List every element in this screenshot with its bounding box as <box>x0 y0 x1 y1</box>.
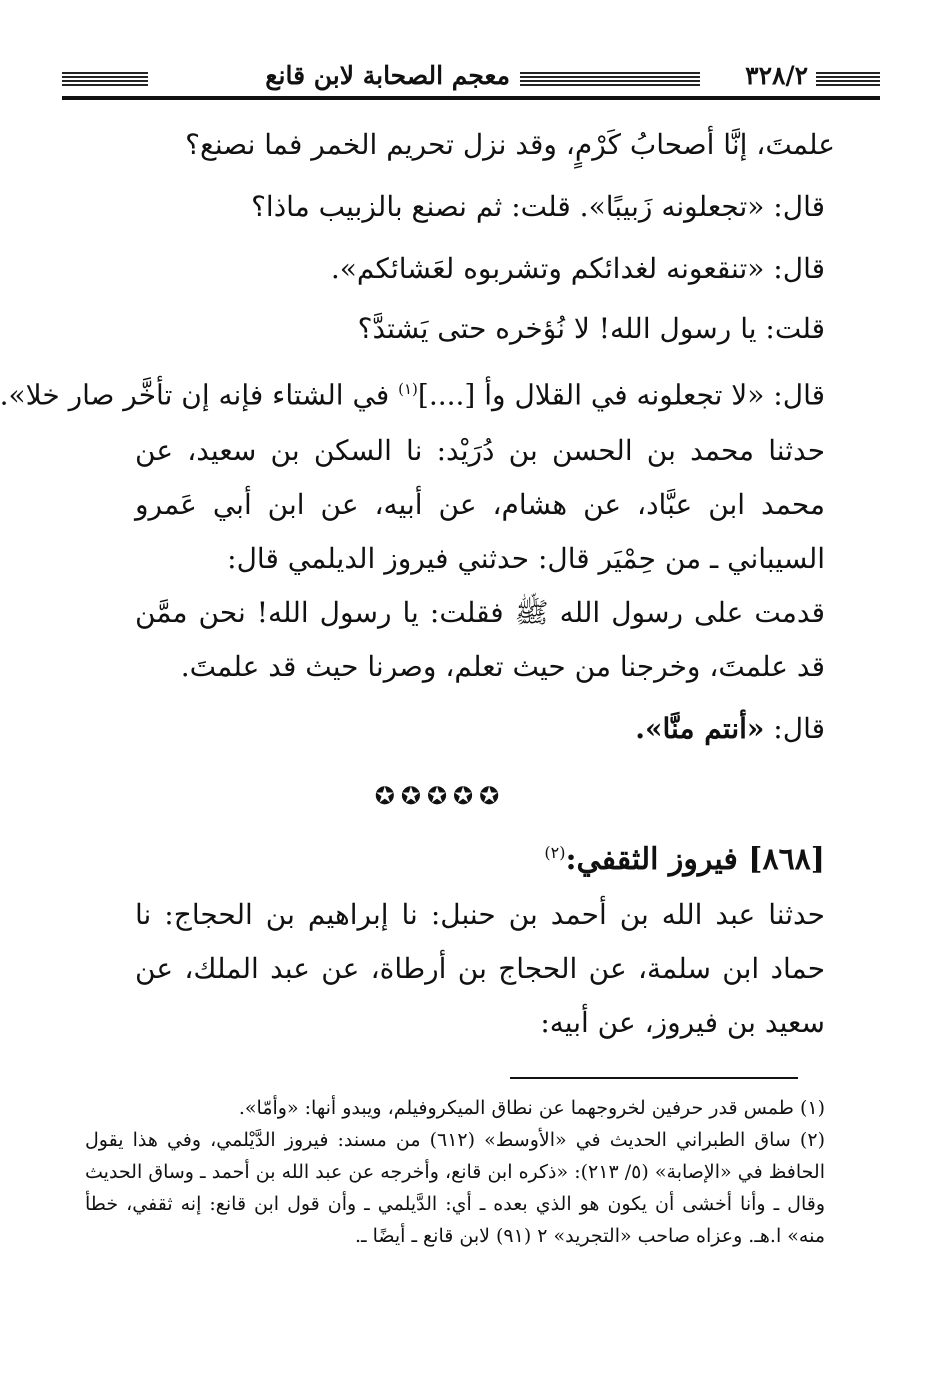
text-line-5 <box>0 362 825 422</box>
page-number: ٣٢٨/٢ <box>745 61 808 90</box>
header-ornament-left <box>62 72 148 86</box>
text-line-4: قلت: يا رسول الله! لا نُؤخره حتى يَشتدَّ؟ <box>357 312 825 345</box>
footnote-ref-2: (٢) <box>544 843 566 862</box>
text-line-6-label: قال: <box>764 712 825 745</box>
header-ornament-right <box>816 72 880 86</box>
text-line-3: قال: «تنقعونه لغدائكم وتشربوه لعَشائكم». <box>330 252 825 285</box>
header-ornament-middle <box>520 72 700 86</box>
isnad-paragraph-2: حدثنا عبد الله بن أحمد بن حنبل: نا إبراهيم بن الحجاج: نا حماد ابن سلمة، عن الحجاج بن أرطاة، عن عبد الملك، عن سعيد بن فيروز، عن أبيه: <box>135 898 825 1039</box>
text-line-5-start: قال: «لا تجعلونه في القلال وأ [....] <box>417 378 825 412</box>
running-header <box>62 58 880 98</box>
footnotes <box>85 1092 825 1252</box>
footnote-2: (٢) ساق الطبراني الحديث في «الأوسط» (٦١٢) من مسند: فيروز الدَّيْلمي، وفي هذا يقول الحافظ في «الإصابة» (٥/ ٢١٣): «ذكره ابن قانع، وأخرجه عن عبد الله بن أحمد ـ وساق الحديث وقال ـ وأنا أخشى أن يكون هو الذي بعده ـ أي: الدَّيلمي ـ وأن قول ابن قانع: إنه ثقفي، خطأ منه» ا.هـ. وعزاه صاحب «التجريد» ٢ (٩١) لابن قانع ـ أيضًا ـ. <box>85 1129 825 1247</box>
header-rule <box>62 96 880 100</box>
text-line-2: قال: «تجعلونه زَبيبًا». قلت: ثم نصنع بالزبيب ماذا؟ <box>251 190 825 223</box>
entry-heading <box>544 826 825 887</box>
footnote-1: (١) طمس قدر حرفين لخروجهما عن نطاق الميكروفيلم، ويبدو أنها: «وأمّا». <box>238 1097 825 1119</box>
section-separator: ✪✪✪✪✪ <box>374 782 506 810</box>
hadith-paragraph: قدمت على رسول الله ﷺ فقلت: يا رسول الله! نحن ممَّن قد علمتَ، وخرجنا من حيث تعلم، وصرنا حيث قد علمتَ. <box>135 596 825 683</box>
footnote-ref-1: (١) <box>398 380 418 398</box>
text-line-1: علمتَ، إنَّا أصحابُ كَرْمٍ، وقد نزل تحريم الخمر فما نصنع؟ <box>185 128 835 161</box>
text-line-6 <box>635 702 825 756</box>
isnad-paragraph-1: حدثنا محمد بن الحسن بن دُرَيْد: نا السكن بن سعيد، عن محمد ابن عبَّاد، عن هشام، عن أبيه، عن ابن أبي عَمرو السيباني ـ من حِمْيَر قال: حدثني فيروز الديلمي قال: <box>135 434 826 575</box>
text-line-6-quote: «أنتم منَّا». <box>635 712 765 745</box>
entry-heading-text: [٨٦٨] فيروز الثقفي: <box>565 842 825 877</box>
text-line-5-end: في الشتاء فإنه إن تأخَّر صار خلا». <box>0 378 399 412</box>
book-title: معجم الصحابة لابن قانع <box>265 61 510 90</box>
footnote-rule <box>510 1077 798 1079</box>
